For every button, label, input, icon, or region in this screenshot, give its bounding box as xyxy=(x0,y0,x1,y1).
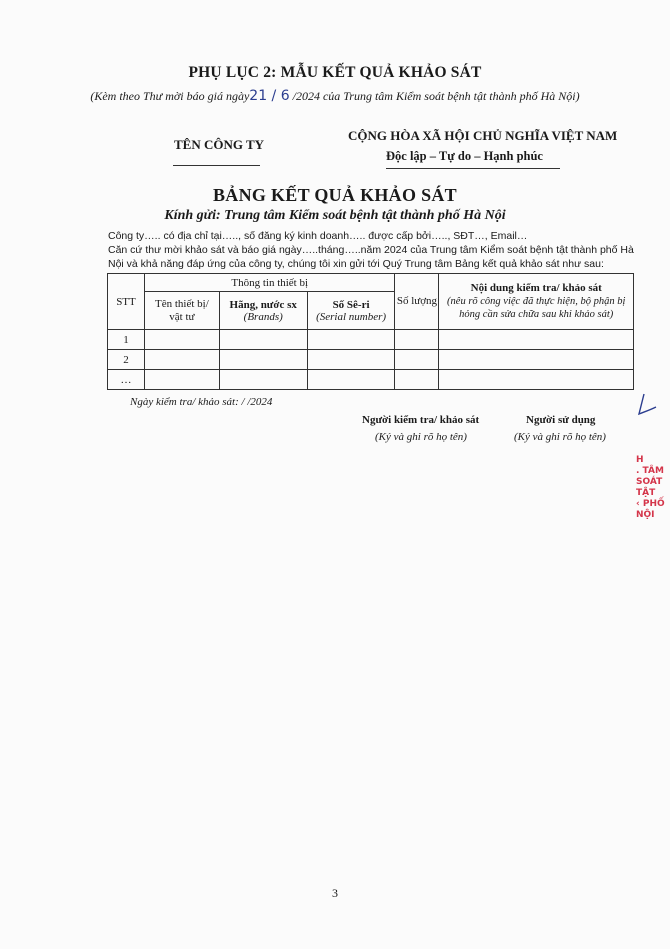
cell-empty xyxy=(395,370,439,390)
appendix-subtitle xyxy=(0,88,670,104)
cell-empty xyxy=(144,370,219,390)
table-row xyxy=(108,370,634,390)
form-title: BẢNG KẾT QUẢ KHẢO SÁT xyxy=(212,185,457,205)
header-quantity: Số lượng xyxy=(395,274,439,330)
row-stt: … xyxy=(108,370,145,390)
national-heading: CỘNG HÒA XÃ HỘI CHỦ NGHĨA VIỆT NAM xyxy=(348,128,618,143)
cell-empty xyxy=(395,330,439,350)
company-name-label: TÊN CÔNG TY xyxy=(174,137,265,152)
cell-empty xyxy=(307,370,395,390)
header-brand-note: (Brands) xyxy=(243,310,283,323)
header-serial-note: (Serial number) xyxy=(316,310,387,323)
inspection-date-line: Ngày kiểm tra/ khảo sát: / /2024 xyxy=(130,396,273,408)
company-info-line: Công ty….. có địa chỉ tại….., số đăng ký kinh doanh….. được cấp bởi….., SĐT…, Email… xyxy=(108,230,528,242)
header-content-note: (nêu rõ công việc đã thực hiện, bộ phận bị hỏng cần sửa chữa sau khi khảo sát) xyxy=(447,296,626,320)
header-serial xyxy=(307,292,395,330)
survey-results-table xyxy=(107,273,634,390)
recipient-line: Kính gửi: Trung tâm Kiểm soát bệnh tật thành phố Hà Nội xyxy=(164,208,506,223)
cell-empty xyxy=(144,350,219,370)
cell-empty xyxy=(144,330,219,350)
cell-empty xyxy=(439,370,634,390)
header-brand-label: Hãng, nước sx xyxy=(229,298,297,311)
header-content xyxy=(439,274,634,330)
header-stt: STT xyxy=(108,274,145,330)
table-row xyxy=(108,330,634,350)
user-signature-note: (Ký và ghi rõ họ tên) xyxy=(514,431,606,443)
inspector-signature-note: (Ký và ghi rõ họ tên) xyxy=(375,431,467,443)
stamp-line: TẬT xyxy=(636,488,656,498)
subtitle-suffix: /2024 của Trung tâm Kiểm soát bệnh tật thành phố Hà Nội) xyxy=(289,89,580,103)
appendix-title: PHỤ LỤC 2: MẪU KẾT QUẢ KHẢO SÁT xyxy=(188,64,482,81)
page-number: 3 xyxy=(332,886,338,900)
motto-underline xyxy=(386,168,560,169)
inspector-signature-label: Người kiểm tra/ khảo sát xyxy=(362,414,480,426)
user-signature-label: Người sử dụng xyxy=(526,414,596,426)
company-underline xyxy=(173,165,260,166)
stamp-line: NỘI xyxy=(636,510,655,520)
stamp-line: ‹ PHỐ xyxy=(636,499,665,509)
basis-line-2: Nội và khả năng đáp ứng của công ty, chúng tôi xin gửi tới Quý Trung tâm Bảng kết quả khảo sát như sau: xyxy=(108,258,604,270)
stamp-line: H xyxy=(636,455,644,465)
red-stamp-partial xyxy=(636,455,670,555)
header-content-label: Nội dung kiểm tra/ khảo sát xyxy=(470,282,602,294)
cell-empty xyxy=(395,350,439,370)
cell-empty xyxy=(439,350,634,370)
national-motto: Độc lập – Tự do – Hạnh phúc xyxy=(386,149,543,163)
stamp-line: SOÁT xyxy=(636,477,663,487)
stamp-line: . TÂM xyxy=(636,466,664,476)
subtitle-prefix: (Kèm theo Thư mời báo giá ngày xyxy=(90,89,250,103)
cell-empty xyxy=(219,350,307,370)
handwritten-date: 21 / 6 xyxy=(249,88,290,104)
cell-empty xyxy=(307,330,395,350)
row-stt: 1 xyxy=(108,330,145,350)
cell-empty xyxy=(439,330,634,350)
cell-empty xyxy=(307,350,395,370)
header-device-info: Thông tin thiết bị xyxy=(144,274,395,292)
basis-line-1: Căn cứ thư mời khảo sát và báo giá ngày…..tháng…..năm 2024 của Trung tâm Kiểm soát bệnh tật thành phố Hà xyxy=(108,244,634,256)
header-device-name: Tên thiết bị/ vật tư xyxy=(144,292,219,330)
header-brand xyxy=(219,292,307,330)
handwritten-mark-icon xyxy=(634,390,664,420)
cell-empty xyxy=(219,370,307,390)
cell-empty xyxy=(219,330,307,350)
header-serial-label: Số Sê-ri xyxy=(332,298,370,311)
row-stt: 2 xyxy=(108,350,145,370)
table-row xyxy=(108,350,634,370)
